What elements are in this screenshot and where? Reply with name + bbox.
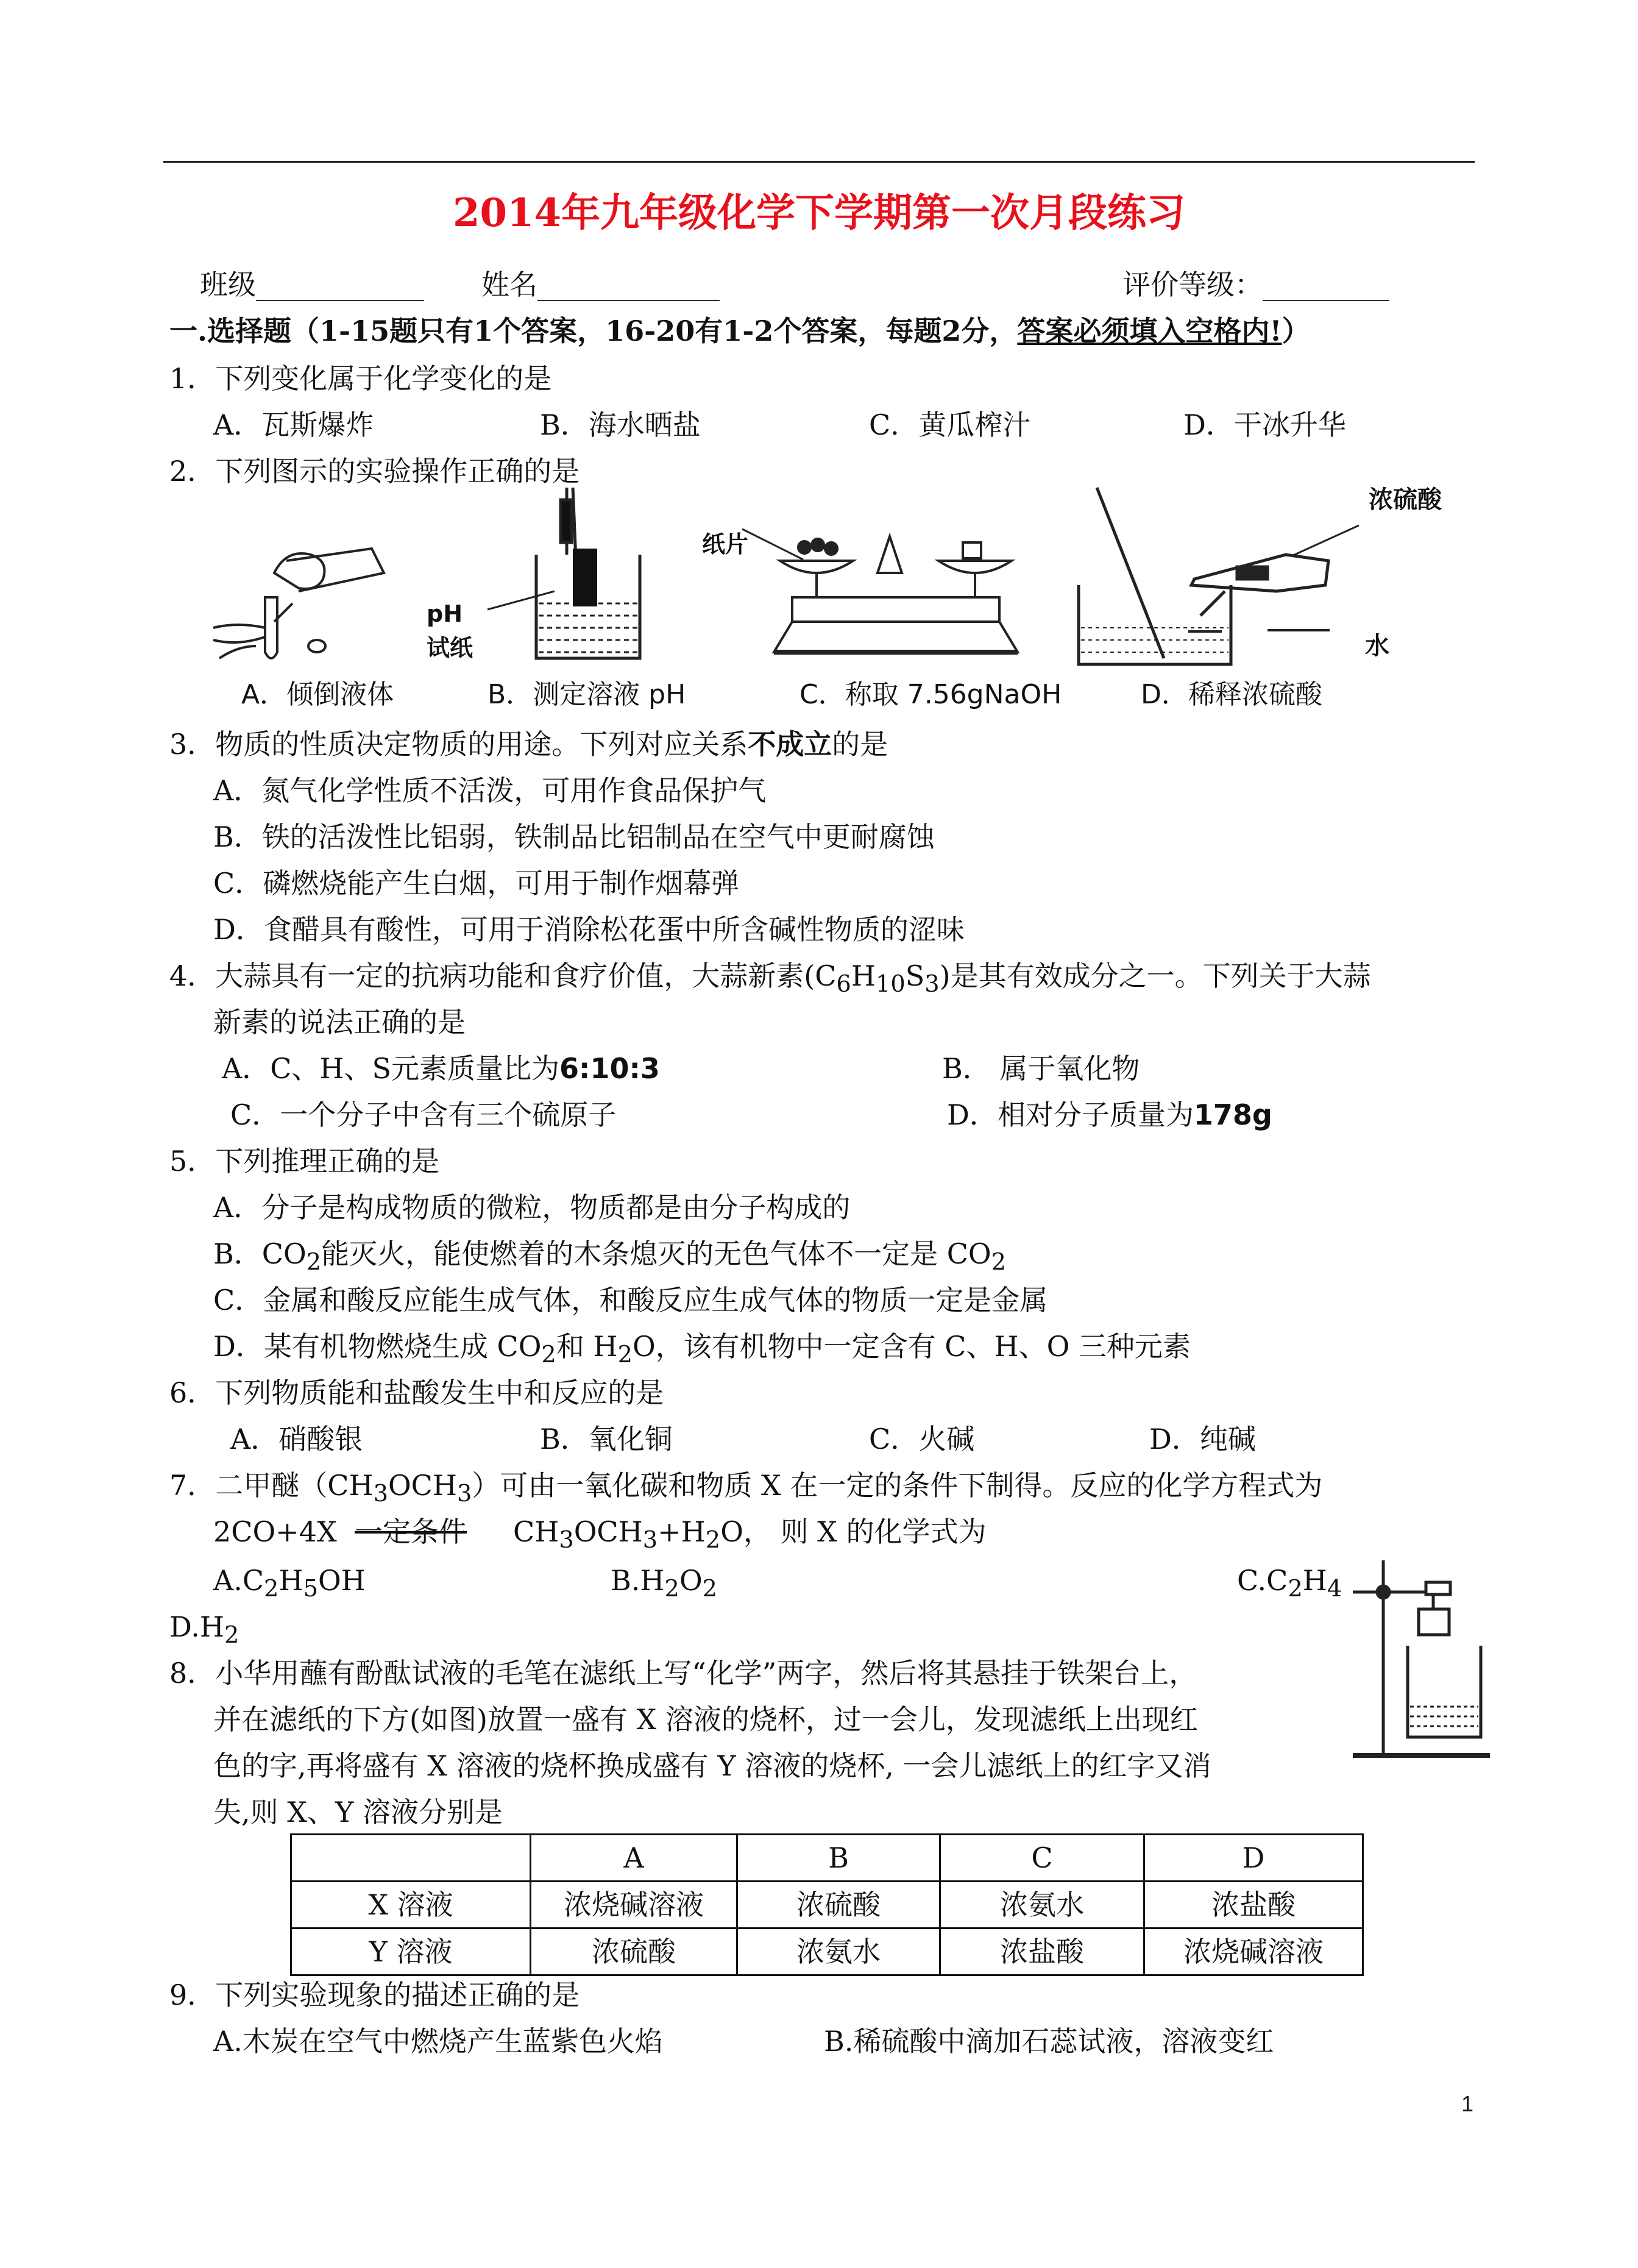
acid-label: 浓硫酸	[1369, 486, 1442, 514]
q5-sub: 2	[541, 1341, 556, 1369]
table-cell: Y 溶液	[291, 1929, 531, 1975]
table-row	[291, 1882, 1363, 1929]
q3-option-d: D．食醋具有酸性，可用于消除松花蛋中所含碱性物质的涩味	[213, 913, 965, 946]
table-cell: B	[737, 1835, 940, 1882]
q2-option-d: D．稀释浓硫酸	[1141, 679, 1322, 710]
ph-pointer-line	[488, 585, 561, 622]
q9-option-b: B.稀硫酸中滴加石蕊试液，溶液变红	[824, 2025, 1274, 2058]
q7-sub: 2	[664, 1575, 679, 1603]
q7-sub: 4	[1327, 1575, 1342, 1603]
q7-text: 7．二甲醚（CH	[169, 1469, 374, 1502]
q4-sub: 10	[875, 970, 906, 998]
q7-sub: 2	[1288, 1575, 1303, 1603]
q9-option-a: A.木炭在空气中燃烧产生蓝紫色火焰	[213, 2025, 663, 2058]
q5-text: 和 H	[556, 1330, 618, 1363]
q6-option-c: C．火碱	[869, 1423, 975, 1456]
table-cell: X 溶液	[291, 1882, 531, 1929]
q1-option-d: D．干冰升华	[1183, 408, 1346, 441]
q7-text: OH	[317, 1564, 366, 1597]
table-cell: A	[531, 1835, 737, 1882]
q7-sub: 3	[642, 1526, 658, 1554]
q7-text: H	[1302, 1564, 1327, 1597]
q7-text: A.C	[213, 1564, 264, 1597]
q7-sub: 5	[303, 1575, 318, 1603]
paper-pointer-line	[742, 529, 809, 566]
q4-option-a	[222, 1052, 660, 1085]
q1-option-b: B．海水晒盐	[540, 408, 701, 441]
q7-text: B.H	[611, 1564, 665, 1597]
paper-label: 纸片	[702, 531, 749, 558]
document-title: 2014年九年级化学下学期第一次月段练习	[452, 190, 1186, 236]
name-field: 姓名_____________	[481, 268, 720, 301]
q5-text: D．某有机物燃烧生成 CO	[213, 1330, 542, 1363]
q4-sub: 6	[836, 970, 851, 998]
q9-stem: 9．下列实验现象的描述正确的是	[169, 1978, 580, 2011]
q1-option-a: A．瓦斯爆炸	[213, 408, 374, 441]
q7-sub: 2	[705, 1526, 721, 1554]
acid-pointer-line	[1292, 525, 1365, 562]
q7-option-c	[1237, 1566, 1342, 1601]
q3-stem-text: 3．物质的性质决定物质的用途。下列对应关系	[169, 728, 748, 761]
table-row	[291, 1929, 1363, 1975]
q7-option-b	[611, 1566, 717, 1601]
q8-stem-line2: 并在滤纸的下方(如图)放置一盛有 X 溶液的烧杯，过一会儿，发现滤纸上出现红	[213, 1703, 1198, 1736]
q7-equation-condition: 一定条件	[355, 1515, 467, 1548]
q5-sub: 2	[991, 1248, 1007, 1276]
q7-text: OCH	[573, 1515, 643, 1548]
class-field: 班级____________	[200, 268, 424, 301]
section-heading	[169, 317, 1310, 345]
q5-option-a: A．分子是构成物质的微粒，物质都是由分子构成的	[213, 1191, 851, 1224]
section-heading-text: 一.选择题（1-15题只有1个答案，16-20有1-2个答案，每题2分，	[169, 315, 1018, 347]
table-cell: 浓盐酸	[1144, 1882, 1363, 1929]
q8-answer-table	[290, 1833, 1364, 1976]
q7-sub: 3	[373, 1480, 388, 1508]
table-cell: 浓氨水	[940, 1882, 1144, 1929]
q6-option-a: A．硝酸银	[230, 1423, 363, 1456]
q7-sub: 2	[224, 1621, 239, 1649]
q5-text: O，该有机物中一定含有 C、H、O 三种元素	[632, 1330, 1191, 1363]
q3-option-a: A．氮气化学性质不活泼，可用作食品保护气	[213, 774, 767, 807]
q4-stem-line2: 新素的说法正确的是	[213, 1006, 466, 1039]
q4-option-c: C．一个分子中含有三个硫原子	[230, 1098, 617, 1131]
q7-stem	[169, 1471, 1322, 1506]
q5-option-d	[213, 1332, 1191, 1367]
table-cell: 浓硫酸	[737, 1882, 940, 1929]
q3-stem-emphasis: 不成立	[748, 728, 832, 761]
q2-option-a: A．倾倒液体	[241, 679, 394, 710]
ph-test-figure	[524, 488, 658, 670]
q7-text: H	[278, 1564, 303, 1597]
q7-text: OCH	[388, 1469, 457, 1502]
q7-text: O	[679, 1564, 703, 1597]
pouring-liquid-figure	[195, 536, 390, 670]
q5-stem: 5．下列推理正确的是	[169, 1145, 440, 1178]
q7-equation-right	[513, 1515, 987, 1554]
q4-stem-line1	[169, 959, 1371, 998]
q2-option-c: C．称取 7.56gNaOH	[800, 679, 1062, 710]
q1-stem: 1．下列变化属于化学变化的是	[169, 362, 552, 395]
q3-stem	[169, 728, 888, 761]
grade-field: 评价等级：_________	[1122, 268, 1389, 301]
table-cell: 浓硫酸	[531, 1929, 737, 1975]
q4-option-b: B． 属于氧化物	[942, 1052, 1140, 1085]
q8-stem-line3: 色的字,再将盛有 X 溶液的烧杯换成盛有 Y 溶液的烧杯, 一会儿滤纸上的红字又消	[213, 1749, 1211, 1782]
q6-stem: 6．下列物质能和盐酸发生中和反应的是	[169, 1376, 664, 1409]
q4-option-a-text: A．C、H、S元素质量比为	[222, 1052, 560, 1085]
q4-option-d-text: D．相对分子质量为	[947, 1098, 1194, 1131]
page-number: 1	[1461, 2091, 1474, 2116]
q7-text: CH	[513, 1515, 559, 1548]
table-cell: C	[940, 1835, 1144, 1882]
q7-sub: 3	[457, 1480, 472, 1508]
q5-option-c: C．金属和酸反应能生成气体，和酸反应生成气体的物质一定是金属	[213, 1284, 1048, 1317]
table-cell: 浓烧碱溶液	[531, 1882, 737, 1929]
q7-option-a	[213, 1566, 366, 1601]
q4-option-a-value: 6:10:3	[559, 1052, 660, 1085]
q7-equation-left: 2CO+4X	[213, 1515, 337, 1548]
q7-text: C.C	[1237, 1564, 1288, 1597]
q5-sub: 2	[617, 1341, 633, 1369]
q2-stem: 2．下列图示的实验操作正确的是	[169, 455, 580, 488]
water-pointer-line	[1268, 628, 1335, 634]
iron-stand-figure	[1347, 1560, 1493, 1761]
q7-text: ）可由一氧化碳和物质 X 在一定的条件下制得。反应的化学方程式为	[472, 1469, 1323, 1502]
top-rule	[163, 161, 1475, 163]
q7-sub: 3	[559, 1526, 574, 1554]
section-heading-emphasis: 答案必须填入空格内!	[1017, 315, 1282, 347]
q3-option-b: B．铁的活泼性比铝弱，铁制品比铝制品在空气中更耐腐蚀	[213, 820, 935, 853]
dilution-figure	[1072, 488, 1328, 670]
table-cell	[291, 1835, 531, 1882]
q4-option-d	[947, 1098, 1272, 1131]
q5-sub: 2	[306, 1248, 322, 1276]
table-cell: D	[1144, 1835, 1363, 1882]
q4-text: H	[851, 959, 876, 992]
water-label: 水	[1365, 632, 1389, 660]
table-header-row	[291, 1835, 1363, 1882]
q1-option-c: C．黄瓜榨汁	[869, 408, 1031, 441]
q7-text: +H	[658, 1515, 706, 1548]
q8-stem-line4: 失,则 X、Y 溶液分别是	[213, 1796, 503, 1829]
table-cell: 浓烧碱溶液	[1144, 1929, 1363, 1975]
q6-option-b: B．氧化铜	[540, 1423, 673, 1456]
q4-text: S	[905, 959, 925, 992]
q4-option-d-value: 178g	[1193, 1098, 1272, 1131]
q6-option-d: D．纯碱	[1149, 1423, 1256, 1456]
q5-text: B．CO	[213, 1237, 307, 1270]
q7-sub: 2	[264, 1575, 279, 1603]
q4-text: 4．大蒜具有一定的抗病功能和食疗价值，大蒜新素(C	[169, 959, 837, 992]
q5-text: 能灭火，能使燃着的木条熄灭的无色气体不一定是 CO	[321, 1237, 991, 1270]
q7-sub: 2	[702, 1575, 718, 1603]
q3-stem-end: 的是	[832, 728, 888, 761]
q7-option-d	[169, 1610, 239, 1649]
q4-sub: 3	[924, 970, 940, 998]
q3-option-c: C．磷燃烧能产生白烟，可用于制作烟幕弹	[213, 867, 740, 900]
section-heading-end: ）	[1282, 315, 1310, 347]
ph-label: pH	[427, 600, 463, 627]
ph-paper-label: 试纸	[427, 635, 473, 661]
q5-option-b	[213, 1237, 1007, 1276]
q7-text: D.H	[169, 1610, 224, 1643]
q8-stem-line1: 8．小华用蘸有酚酞试液的毛笔在滤纸上写“化学”两字，然后将其悬挂于铁架台上，	[169, 1657, 1197, 1690]
q4-text: )是其有效成分之一。下列关于大蒜	[939, 959, 1371, 992]
q7-text: O， 则 X 的化学式为	[720, 1515, 987, 1548]
table-cell: 浓盐酸	[940, 1929, 1144, 1975]
q2-option-b: B．测定溶液 pH	[488, 679, 686, 710]
table-cell: 浓氨水	[737, 1929, 940, 1975]
